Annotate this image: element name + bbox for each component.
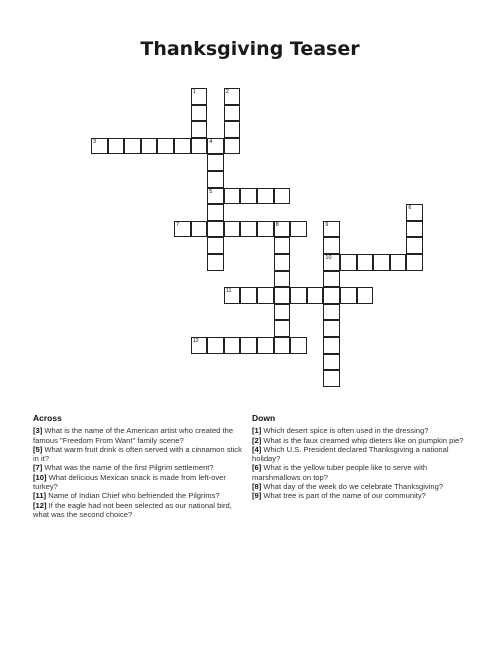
grid-cell[interactable] <box>323 337 340 354</box>
grid-cell[interactable] <box>240 221 257 238</box>
clue-number: [6] <box>252 463 262 473</box>
clue-number: 11 <box>225 288 232 295</box>
clue-number: [11] <box>33 491 47 501</box>
down-clues <box>252 414 467 501</box>
clue-number: 10 <box>325 255 332 261</box>
grid-cell[interactable] <box>274 188 291 205</box>
clue-item <box>33 445 243 464</box>
clue-item <box>252 463 467 482</box>
grid-cell[interactable] <box>207 154 224 171</box>
grid-cell[interactable] <box>274 221 291 238</box>
grid-cell[interactable] <box>340 254 357 271</box>
grid-cell[interactable] <box>224 221 241 238</box>
clue-text: Which desert spice is often used in the dressing? <box>261 426 429 436</box>
grid-cell[interactable] <box>357 287 374 304</box>
clue-number: [4] <box>252 444 262 454</box>
clue-number: 8 <box>275 221 279 228</box>
grid-cell[interactable] <box>224 105 241 122</box>
clue-number: 6 <box>408 205 412 212</box>
grid-cell[interactable] <box>191 105 208 122</box>
grid-cell[interactable] <box>323 370 340 387</box>
clue-item <box>33 426 243 445</box>
clue-number: 3 <box>93 138 97 145</box>
grid-cell[interactable] <box>191 221 208 238</box>
grid-cell[interactable] <box>274 271 291 288</box>
grid-cell[interactable] <box>124 138 141 155</box>
grid-cell[interactable] <box>340 287 357 304</box>
grid-cell[interactable] <box>207 221 224 238</box>
clue-number: 5 <box>209 188 213 195</box>
grid-cell[interactable] <box>274 304 291 321</box>
grid-cell[interactable] <box>274 320 291 337</box>
grid-cell[interactable] <box>157 138 174 155</box>
clue-text: What tree is part of the name of our community? <box>261 491 426 501</box>
grid-cell[interactable] <box>290 337 307 354</box>
clue-item <box>33 473 243 492</box>
grid-cell[interactable] <box>290 221 307 238</box>
grid-cell[interactable] <box>323 221 340 238</box>
clue-number: [1] <box>252 426 262 436</box>
grid-cell[interactable] <box>274 287 291 304</box>
grid-cell[interactable] <box>323 304 340 321</box>
grid-cell[interactable] <box>406 221 423 238</box>
grid-cell[interactable] <box>257 188 274 205</box>
clue-number: [2] <box>252 435 262 445</box>
grid-cell[interactable] <box>406 254 423 271</box>
grid-cell[interactable] <box>141 138 158 155</box>
grid-cell[interactable] <box>174 221 191 238</box>
grid-cell[interactable] <box>274 337 291 354</box>
across-heading: Across <box>33 413 62 423</box>
clue-item <box>252 445 467 464</box>
grid-cell[interactable] <box>224 88 241 105</box>
grid-cell[interactable] <box>240 287 257 304</box>
clue-text: Name of Indian Chief who befriended the Pilgrims? <box>46 491 220 501</box>
grid-cell[interactable] <box>257 221 274 238</box>
grid-cell[interactable] <box>373 254 390 271</box>
grid-cell[interactable] <box>406 204 423 221</box>
grid-cell[interactable] <box>357 254 374 271</box>
grid-cell[interactable] <box>323 271 340 288</box>
clue-item <box>252 482 467 491</box>
clue-item <box>252 426 467 435</box>
clue-text: Which U.S. President declared Thanksgiving a national holiday? <box>252 444 449 464</box>
grid-cell[interactable] <box>207 171 224 188</box>
grid-cell[interactable] <box>207 237 224 254</box>
clue-text: What delicious Mexican snack is made from left-over turkey? <box>33 472 226 492</box>
down-heading: Down <box>252 413 276 423</box>
grid-cell[interactable] <box>257 287 274 304</box>
clue-number: [9] <box>252 491 262 501</box>
clue-item <box>33 463 243 472</box>
clue-text: What was the name of the first Pilgrim settlement? <box>42 463 214 473</box>
grid-cell[interactable] <box>323 287 340 304</box>
clue-text: What is the yellow tuber people like to serve with marshmallows on top? <box>252 463 428 482</box>
grid-cell[interactable] <box>224 287 241 304</box>
clue-number: [12] <box>33 500 47 510</box>
grid-cell[interactable] <box>207 188 224 205</box>
clue-number: 12 <box>192 338 199 344</box>
grid-cell[interactable] <box>274 237 291 254</box>
grid-cell[interactable] <box>174 138 191 155</box>
grid-cell[interactable] <box>207 337 224 354</box>
grid-cell[interactable] <box>108 138 125 155</box>
grid-cell[interactable] <box>240 337 257 354</box>
grid-cell[interactable] <box>307 287 324 304</box>
grid-cell[interactable] <box>207 204 224 221</box>
clue-number: 1 <box>192 89 196 95</box>
down-clue-list <box>252 426 467 500</box>
clue-text: What is the faux creamed whip dieters like on pumpkin pie? <box>261 435 464 445</box>
clue-number: [5] <box>33 444 43 454</box>
clue-text: What day of the week do we celebrate Thanksgiving? <box>261 482 444 492</box>
grid-cell[interactable] <box>191 138 208 155</box>
grid-cell[interactable] <box>406 237 423 254</box>
grid-cell[interactable] <box>224 188 241 205</box>
grid-cell[interactable] <box>191 88 208 105</box>
clue-text: If the eagle had not been selected as our national bird, what was the second choice? <box>33 500 232 519</box>
clue-number: 7 <box>176 221 180 228</box>
grid-cell[interactable] <box>323 320 340 337</box>
clue-number: 4 <box>209 138 213 145</box>
page-title: Thanksgiving Teaser <box>140 38 360 60</box>
clue-item <box>252 491 467 500</box>
grid-cell[interactable] <box>274 254 291 271</box>
grid-cell[interactable] <box>191 121 208 138</box>
clue-text: What is the name of the American artist who created the famous "Freedom From Want" family scene? <box>33 426 234 445</box>
grid-cell[interactable] <box>390 254 407 271</box>
grid-cell[interactable] <box>323 237 340 254</box>
clue-number: 2 <box>225 89 229 95</box>
grid-cell[interactable] <box>207 138 224 155</box>
grid-cell[interactable] <box>224 337 241 354</box>
grid-cell[interactable] <box>191 337 208 354</box>
grid-cell[interactable] <box>323 354 340 371</box>
clue-number: 9 <box>325 221 329 228</box>
clue-item <box>33 501 243 520</box>
clue-number: [3] <box>33 426 43 436</box>
across-clue-list <box>33 426 243 519</box>
clue-item <box>33 491 243 500</box>
clue-number: [7] <box>33 463 43 473</box>
clue-text: What warm fruit drink is often served with a cinnamon stick in it? <box>33 444 242 464</box>
grid-cell[interactable] <box>207 254 224 271</box>
clue-number: [10] <box>33 472 47 482</box>
grid-cell[interactable] <box>240 188 257 205</box>
clue-item <box>252 436 467 445</box>
grid-cell[interactable] <box>224 138 241 155</box>
across-clues <box>33 414 243 519</box>
grid-cell[interactable] <box>257 337 274 354</box>
clue-number: [8] <box>252 482 262 492</box>
grid-cell[interactable] <box>323 254 340 271</box>
grid-cell[interactable] <box>290 287 307 304</box>
grid-cell[interactable] <box>91 138 108 155</box>
grid-cell[interactable] <box>224 121 241 138</box>
